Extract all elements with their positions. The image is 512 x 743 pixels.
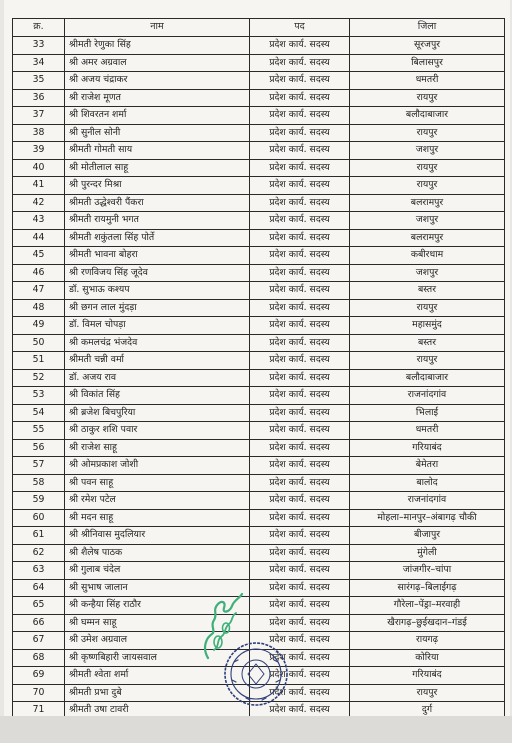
post-cell: प्रदेश कार्य. सदस्य	[250, 299, 350, 317]
serial-number-cell: 69	[13, 667, 65, 685]
post-cell: प्रदेश कार्य. सदस्य	[250, 72, 350, 90]
member-name-cell: श्रीमती रायमुनी भगत	[65, 212, 250, 230]
serial-number-cell: 52	[13, 369, 65, 387]
header-district: जिला	[350, 19, 505, 37]
member-name-cell: श्री शिवरतन शर्मा	[65, 107, 250, 125]
serial-number-cell: 37	[13, 107, 65, 125]
table-row	[13, 562, 505, 580]
member-name-cell: डॉ. सुभाऊ कश्यप	[65, 282, 250, 300]
roster-body	[13, 37, 505, 737]
member-name-cell: श्री घम्मन साहू	[65, 614, 250, 632]
table-row	[13, 369, 505, 387]
post-cell: प्रदेश कार्य. सदस्य	[250, 194, 350, 212]
table-row	[13, 37, 505, 55]
member-name-cell: श्री सुनील सोनी	[65, 124, 250, 142]
table-row	[13, 212, 505, 230]
table-row	[13, 474, 505, 492]
table-row	[13, 107, 505, 125]
page-bottom-edge	[0, 716, 512, 743]
member-name-cell: डॉ. अजय राव	[65, 369, 250, 387]
district-cell: रायपुर	[350, 684, 505, 702]
member-name-cell: श्रीमती उषा टावरी	[65, 702, 250, 720]
post-cell: प्रदेश कार्य. सदस्य	[250, 387, 350, 405]
member-name-cell: श्री गुलाब चंदेल	[65, 562, 250, 580]
table-row	[13, 177, 505, 195]
district-cell: रायगढ़	[350, 632, 505, 650]
table-row	[13, 334, 505, 352]
header-serial-number: क्र.	[13, 19, 65, 37]
serial-number-cell: 64	[13, 579, 65, 597]
post-cell: प्रदेश कार्य. सदस्य	[250, 334, 350, 352]
district-cell: जशपुर	[350, 264, 505, 282]
district-cell: बीजापुर	[350, 527, 505, 545]
member-name-cell: श्री कृष्णबिहारी जायसवाल	[65, 649, 250, 667]
serial-number-cell: 55	[13, 422, 65, 440]
post-cell: प्रदेश कार्य. सदस्य	[250, 667, 350, 685]
header-post: पद	[250, 19, 350, 37]
serial-number-cell: 33	[13, 37, 65, 55]
post-cell: प्रदेश कार्य. सदस्य	[250, 352, 350, 370]
post-cell: प्रदेश कार्य. सदस्य	[250, 474, 350, 492]
table-row	[13, 352, 505, 370]
serial-number-cell: 49	[13, 317, 65, 335]
table-row	[13, 422, 505, 440]
member-name-cell: श्री रणविजय सिंह जूदेव	[65, 264, 250, 282]
table-row	[13, 264, 505, 282]
serial-number-cell: 70	[13, 684, 65, 702]
table-row	[13, 492, 505, 510]
table-row	[13, 404, 505, 422]
serial-number-cell: 53	[13, 387, 65, 405]
district-cell: दुर्ग	[350, 702, 505, 720]
post-cell: प्रदेश कार्य. सदस्य	[250, 282, 350, 300]
member-name-cell: श्रीमती प्रभा दुबे	[65, 684, 250, 702]
district-cell: मोहला–मानपुर–अंबागढ़ चौकी	[350, 509, 505, 527]
table-row	[13, 229, 505, 247]
table-row	[13, 72, 505, 90]
table-row	[13, 317, 505, 335]
post-cell: प्रदेश कार्य. सदस्य	[250, 229, 350, 247]
post-cell: प्रदेश कार्य. सदस्य	[250, 369, 350, 387]
post-cell: प्रदेश कार्य. सदस्य	[250, 177, 350, 195]
serial-number-cell: 44	[13, 229, 65, 247]
member-name-cell: श्री शैलेष पाठक	[65, 544, 250, 562]
district-cell: जशपुर	[350, 212, 505, 230]
serial-number-cell: 41	[13, 177, 65, 195]
post-cell: प्रदेश कार्य. सदस्य	[250, 264, 350, 282]
serial-number-cell: 45	[13, 247, 65, 265]
member-name-cell: श्रीमती चन्नी वर्मा	[65, 352, 250, 370]
district-cell: रायपुर	[350, 299, 505, 317]
serial-number-cell: 47	[13, 282, 65, 300]
member-name-cell: श्रीमती शकुंतला सिंह पोर्ते	[65, 229, 250, 247]
district-cell: रायपुर	[350, 352, 505, 370]
district-cell: जांजगीर–चांपा	[350, 562, 505, 580]
post-cell: प्रदेश कार्य. सदस्य	[250, 597, 350, 615]
member-name-cell: डॉ. विमल चोपड़ा	[65, 317, 250, 335]
post-cell: प्रदेश कार्य. सदस्य	[250, 457, 350, 475]
post-cell: प्रदेश कार्य. सदस्य	[250, 212, 350, 230]
post-cell: प्रदेश कार्य. सदस्य	[250, 54, 350, 72]
table-row	[13, 509, 505, 527]
serial-number-cell: 61	[13, 527, 65, 545]
district-cell: सूरजपुर	[350, 37, 505, 55]
post-cell: प्रदेश कार्य. सदस्य	[250, 107, 350, 125]
post-cell: प्रदेश कार्य. सदस्य	[250, 684, 350, 702]
district-cell: बलौदाबाजार	[350, 107, 505, 125]
member-name-cell: श्रीमती उद्धेश्वरी पैंकरा	[65, 194, 250, 212]
district-cell: गरियाबंद	[350, 667, 505, 685]
member-name-cell: श्री छगन लाल मुंदड़ा	[65, 299, 250, 317]
member-name-cell: श्री अजय चंद्राकर	[65, 72, 250, 90]
serial-number-cell: 42	[13, 194, 65, 212]
district-cell: राजनांदगांव	[350, 387, 505, 405]
district-cell: रायपुर	[350, 159, 505, 177]
member-name-cell: श्री श्रीनिवास मुदलियार	[65, 527, 250, 545]
member-name-cell: श्री मदन साहू	[65, 509, 250, 527]
table-header-row	[13, 19, 505, 37]
member-name-cell: श्री अमर अग्रवाल	[65, 54, 250, 72]
serial-number-cell: 67	[13, 632, 65, 650]
post-cell: प्रदेश कार्य. सदस्य	[250, 509, 350, 527]
district-cell: महासमुंद	[350, 317, 505, 335]
district-cell: रायपुर	[350, 89, 505, 107]
table-row	[13, 387, 505, 405]
member-name-cell: श्री पवन साहू	[65, 474, 250, 492]
district-cell: बलौदाबाजार	[350, 369, 505, 387]
district-cell: गौरेला–पेंड्रा–मरवाही	[350, 597, 505, 615]
serial-number-cell: 68	[13, 649, 65, 667]
district-cell: बालोद	[350, 474, 505, 492]
district-cell: धमतरी	[350, 422, 505, 440]
district-cell: बेमेतरा	[350, 457, 505, 475]
member-name-cell: श्रीमती भावना बोहरा	[65, 247, 250, 265]
member-name-cell: श्री मोतीलाल साहू	[65, 159, 250, 177]
post-cell: प्रदेश कार्य. सदस्य	[250, 544, 350, 562]
serial-number-cell: 57	[13, 457, 65, 475]
table-row	[13, 614, 505, 632]
serial-number-cell: 54	[13, 404, 65, 422]
serial-number-cell: 60	[13, 509, 65, 527]
district-cell: बिलासपुर	[350, 54, 505, 72]
table-row	[13, 282, 505, 300]
post-cell: प्रदेश कार्य. सदस्य	[250, 614, 350, 632]
table-row	[13, 124, 505, 142]
member-name-cell: श्री उमेश अग्रवाल	[65, 632, 250, 650]
serial-number-cell: 51	[13, 352, 65, 370]
post-cell: प्रदेश कार्य. सदस्य	[250, 89, 350, 107]
table-row	[13, 579, 505, 597]
member-name-cell: श्री पुरन्दर मिश्रा	[65, 177, 250, 195]
serial-number-cell: 43	[13, 212, 65, 230]
member-roster-table	[12, 18, 505, 737]
table-row	[13, 544, 505, 562]
serial-number-cell: 62	[13, 544, 65, 562]
table-row	[13, 247, 505, 265]
post-cell: प्रदेश कार्य. सदस्य	[250, 527, 350, 545]
district-cell: रायपुर	[350, 124, 505, 142]
post-cell: प्रदेश कार्य. सदस्य	[250, 562, 350, 580]
member-name-cell: श्री विकांत सिंह	[65, 387, 250, 405]
serial-number-cell: 58	[13, 474, 65, 492]
district-cell: मुंगेली	[350, 544, 505, 562]
member-name-cell: श्री ठाकुर शशि पवार	[65, 422, 250, 440]
table-row	[13, 159, 505, 177]
serial-number-cell: 40	[13, 159, 65, 177]
table-row	[13, 194, 505, 212]
serial-number-cell: 38	[13, 124, 65, 142]
member-name-cell: श्री राजेश साहू	[65, 439, 250, 457]
member-name-cell: श्रीमती गोमती साय	[65, 142, 250, 160]
serial-number-cell: 46	[13, 264, 65, 282]
member-name-cell: श्री रमेश पटेल	[65, 492, 250, 510]
district-cell: बस्तर	[350, 334, 505, 352]
post-cell: प्रदेश कार्य. सदस्य	[250, 492, 350, 510]
serial-number-cell: 34	[13, 54, 65, 72]
member-name-cell: श्री कमलचंद्र भंजदेव	[65, 334, 250, 352]
post-cell: प्रदेश कार्य. सदस्य	[250, 422, 350, 440]
district-cell: बस्तर	[350, 282, 505, 300]
district-cell: जशपुर	[350, 142, 505, 160]
post-cell: प्रदेश कार्य. सदस्य	[250, 649, 350, 667]
post-cell: प्रदेश कार्य. सदस्य	[250, 159, 350, 177]
serial-number-cell: 56	[13, 439, 65, 457]
serial-number-cell: 36	[13, 89, 65, 107]
member-name-cell: श्री सुभाष जालान	[65, 579, 250, 597]
member-name-cell: श्री कन्हैया सिंह राठौर	[65, 597, 250, 615]
official-seal-icon	[222, 640, 290, 708]
district-cell: कबीरधाम	[350, 247, 505, 265]
district-cell: सारंगढ़–बिलाईगढ़	[350, 579, 505, 597]
district-cell: भिलाई	[350, 404, 505, 422]
post-cell: प्रदेश कार्य. सदस्य	[250, 702, 350, 720]
post-cell: प्रदेश कार्य. सदस्य	[250, 317, 350, 335]
post-cell: प्रदेश कार्य. सदस्य	[250, 632, 350, 650]
district-cell: रायपुर	[350, 177, 505, 195]
district-cell: बलरामपुर	[350, 194, 505, 212]
member-name-cell: श्री राजेश मूणत	[65, 89, 250, 107]
serial-number-cell: 50	[13, 334, 65, 352]
table-row	[13, 142, 505, 160]
serial-number-cell: 35	[13, 72, 65, 90]
serial-number-cell: 66	[13, 614, 65, 632]
table-row	[13, 299, 505, 317]
post-cell: प्रदेश कार्य. सदस्य	[250, 579, 350, 597]
district-cell: कोरिया	[350, 649, 505, 667]
district-cell: राजनांदगांव	[350, 492, 505, 510]
serial-number-cell: 48	[13, 299, 65, 317]
serial-number-cell: 71	[13, 702, 65, 720]
table-row	[13, 439, 505, 457]
table-row	[13, 597, 505, 615]
post-cell: प्रदेश कार्य. सदस्य	[250, 124, 350, 142]
member-name-cell: श्रीमती रेणुका सिंह	[65, 37, 250, 55]
header-name: नाम	[65, 19, 250, 37]
table-row	[13, 54, 505, 72]
member-name-cell: श्री ओमप्रकाश जोशी	[65, 457, 250, 475]
table-row	[13, 527, 505, 545]
district-cell: गरियाबंद	[350, 439, 505, 457]
district-cell: धमतरी	[350, 72, 505, 90]
serial-number-cell: 65	[13, 597, 65, 615]
district-cell: बलरामपुर	[350, 229, 505, 247]
serial-number-cell: 59	[13, 492, 65, 510]
serial-number-cell: 63	[13, 562, 65, 580]
member-name-cell: श्रीमती श्वेता शर्मा	[65, 667, 250, 685]
district-cell: खैरागढ़–छुईखदान–गंडई	[350, 614, 505, 632]
post-cell: प्रदेश कार्य. सदस्य	[250, 404, 350, 422]
table-row	[13, 457, 505, 475]
post-cell: प्रदेश कार्य. सदस्य	[250, 37, 350, 55]
post-cell: प्रदेश कार्य. सदस्य	[250, 247, 350, 265]
document-page	[4, 0, 510, 716]
table-row	[13, 89, 505, 107]
post-cell: प्रदेश कार्य. सदस्य	[250, 142, 350, 160]
post-cell: प्रदेश कार्य. सदस्य	[250, 439, 350, 457]
serial-number-cell: 39	[13, 142, 65, 160]
member-name-cell: श्री ब्रजेश बिचपुरिया	[65, 404, 250, 422]
